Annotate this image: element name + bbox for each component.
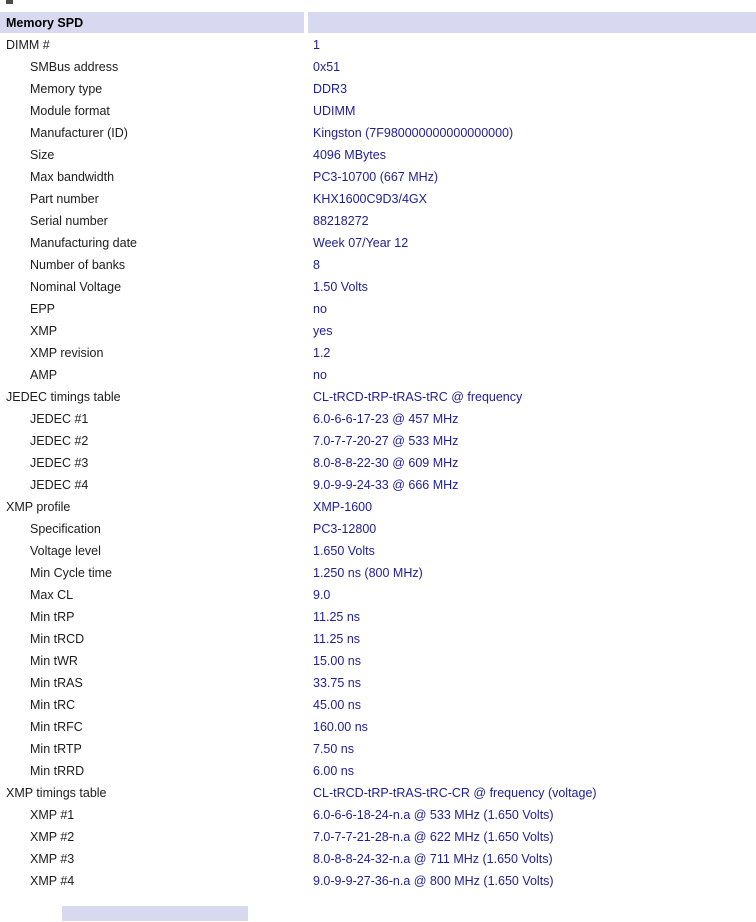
row-label: Serial number — [30, 214, 108, 228]
table-row — [0, 342, 756, 364]
row-label: Max bandwidth — [30, 170, 115, 184]
row-label: Max CL — [30, 588, 74, 602]
table-row — [0, 804, 756, 826]
table-row — [0, 870, 756, 892]
table-row — [0, 144, 756, 166]
table-row — [0, 276, 756, 298]
row-label: Specification — [30, 522, 101, 536]
memory-spd-report — [0, 12, 756, 892]
row-value: 8.0-8-8-22-30 @ 609 MHz — [313, 456, 459, 470]
row-value: 4096 MBytes — [313, 148, 386, 162]
row-label: Manufacturer (ID) — [30, 126, 128, 140]
row-value: PC3-10700 (667 MHz) — [313, 170, 439, 184]
row-label: XMP profile — [6, 500, 71, 514]
row-label: JEDEC #4 — [30, 478, 89, 492]
row-value: 1.650 Volts — [313, 544, 375, 558]
row-value: CL-tRCD-tRP-tRAS-tRC-CR @ frequency (voltage) — [313, 786, 597, 800]
row-value: XMP-1600 — [313, 500, 373, 514]
row-label: Number of banks — [30, 258, 126, 272]
table-row — [0, 320, 756, 342]
section-header — [0, 12, 756, 33]
row-label: EPP — [30, 302, 56, 316]
row-label: Min Cycle time — [30, 566, 112, 580]
section-header-spacer — [308, 12, 756, 33]
row-value: 1 — [313, 38, 320, 52]
row-label: JEDEC #2 — [30, 434, 89, 448]
table-row — [0, 694, 756, 716]
row-label: JEDEC timings table — [6, 390, 121, 404]
row-value: no — [313, 302, 327, 316]
table-row — [0, 232, 756, 254]
table-row — [0, 760, 756, 782]
row-value: 15.00 ns — [313, 654, 361, 668]
table-row — [0, 562, 756, 584]
table-row — [0, 628, 756, 650]
row-label: AMP — [30, 368, 58, 382]
row-value: UDIMM — [313, 104, 356, 118]
row-value: 9.0-9-9-24-33 @ 666 MHz — [313, 478, 459, 492]
row-label: Part number — [30, 192, 99, 206]
table-row — [0, 34, 756, 56]
row-value: 11.25 ns — [313, 610, 361, 624]
row-label: XMP revision — [30, 346, 104, 360]
row-value: no — [313, 368, 327, 382]
table-row — [0, 584, 756, 606]
table-row — [0, 188, 756, 210]
row-value: 6.00 ns — [313, 764, 355, 778]
row-label: XMP — [30, 324, 58, 338]
row-value: 1.250 ns (800 MHz) — [313, 566, 423, 580]
row-value: 1.50 Volts — [313, 280, 368, 294]
row-label: XMP #1 — [30, 808, 75, 822]
row-value: 7.50 ns — [313, 742, 355, 756]
row-label: Min tRP — [30, 610, 75, 624]
row-value: 6.0-6-6-18-24-n.a @ 533 MHz (1.650 Volts) — [313, 808, 554, 822]
row-value: 88218272 — [313, 214, 369, 228]
row-value: 7.0-7-7-20-27 @ 533 MHz — [313, 434, 459, 448]
row-label: Min tRC — [30, 698, 76, 712]
row-value: Week 07/Year 12 — [313, 236, 409, 250]
row-label: Min tRCD — [30, 632, 85, 646]
table-row — [0, 452, 756, 474]
row-value: 8 — [313, 258, 320, 272]
table-row — [0, 408, 756, 430]
row-value: 160.00 ns — [313, 720, 368, 734]
row-label: Size — [30, 148, 55, 162]
row-label: Voltage level — [30, 544, 101, 558]
footer-bar — [62, 906, 248, 921]
row-value: 33.75 ns — [313, 676, 361, 690]
row-label: XMP #4 — [30, 874, 75, 888]
row-label: XMP #2 — [30, 830, 75, 844]
row-value: KHX1600C9D3/4GX — [313, 192, 427, 206]
row-value: 11.25 ns — [313, 632, 361, 646]
row-value: 45.00 ns — [313, 698, 361, 712]
row-value: 1.2 — [313, 346, 331, 360]
table-row — [0, 848, 756, 870]
row-label: JEDEC #3 — [30, 456, 89, 470]
row-value: 7.0-7-7-21-28-n.a @ 622 MHz (1.650 Volts) — [313, 830, 554, 844]
row-label: Min tRAS — [30, 676, 83, 690]
row-label: Min tRTP — [30, 742, 82, 756]
row-value: yes — [313, 324, 333, 338]
table-row — [0, 474, 756, 496]
table-row — [0, 386, 756, 408]
table-row — [0, 100, 756, 122]
table-row — [0, 166, 756, 188]
row-value: 6.0-6-6-17-23 @ 457 MHz — [313, 412, 459, 426]
screen-edge-artifact — [6, 0, 13, 4]
row-label: DIMM # — [6, 38, 50, 52]
row-value: 9.0 — [313, 588, 331, 602]
row-value: 8.0-8-8-24-32-n.a @ 711 MHz (1.650 Volts) — [313, 852, 553, 866]
section-title: Memory SPD — [0, 12, 304, 33]
row-value: Kingston (7F980000000000000000) — [313, 126, 514, 140]
row-label: XMP #3 — [30, 852, 75, 866]
table-row — [0, 606, 756, 628]
table-row — [0, 210, 756, 232]
table-row — [0, 78, 756, 100]
table-row — [0, 738, 756, 760]
row-label: Min tRRD — [30, 764, 85, 778]
spd-table-body — [0, 33, 756, 892]
row-label: Manufacturing date — [30, 236, 138, 250]
row-label: Nominal Voltage — [30, 280, 122, 294]
table-row — [0, 364, 756, 386]
table-row — [0, 298, 756, 320]
table-row — [0, 518, 756, 540]
row-label: XMP timings table — [6, 786, 107, 800]
table-row — [0, 782, 756, 804]
row-value: CL-tRCD-tRP-tRAS-tRC @ frequency — [313, 390, 523, 404]
row-value: 0x51 — [313, 60, 341, 74]
row-value: 9.0-9-9-27-36-n.a @ 800 MHz (1.650 Volts) — [313, 874, 554, 888]
row-label: Memory type — [30, 82, 103, 96]
table-row — [0, 56, 756, 78]
row-label: SMBus address — [30, 60, 119, 74]
row-value: DDR3 — [313, 82, 348, 96]
row-value: PC3-12800 — [313, 522, 377, 536]
table-row — [0, 716, 756, 738]
table-row — [0, 672, 756, 694]
row-label: Module format — [30, 104, 110, 118]
row-label: JEDEC #1 — [30, 412, 89, 426]
table-row — [0, 430, 756, 452]
table-row — [0, 496, 756, 518]
table-row — [0, 122, 756, 144]
table-row — [0, 254, 756, 276]
row-label: Min tWR — [30, 654, 78, 668]
table-row — [0, 650, 756, 672]
table-row — [0, 826, 756, 848]
row-label: Min tRFC — [30, 720, 83, 734]
table-row — [0, 540, 756, 562]
